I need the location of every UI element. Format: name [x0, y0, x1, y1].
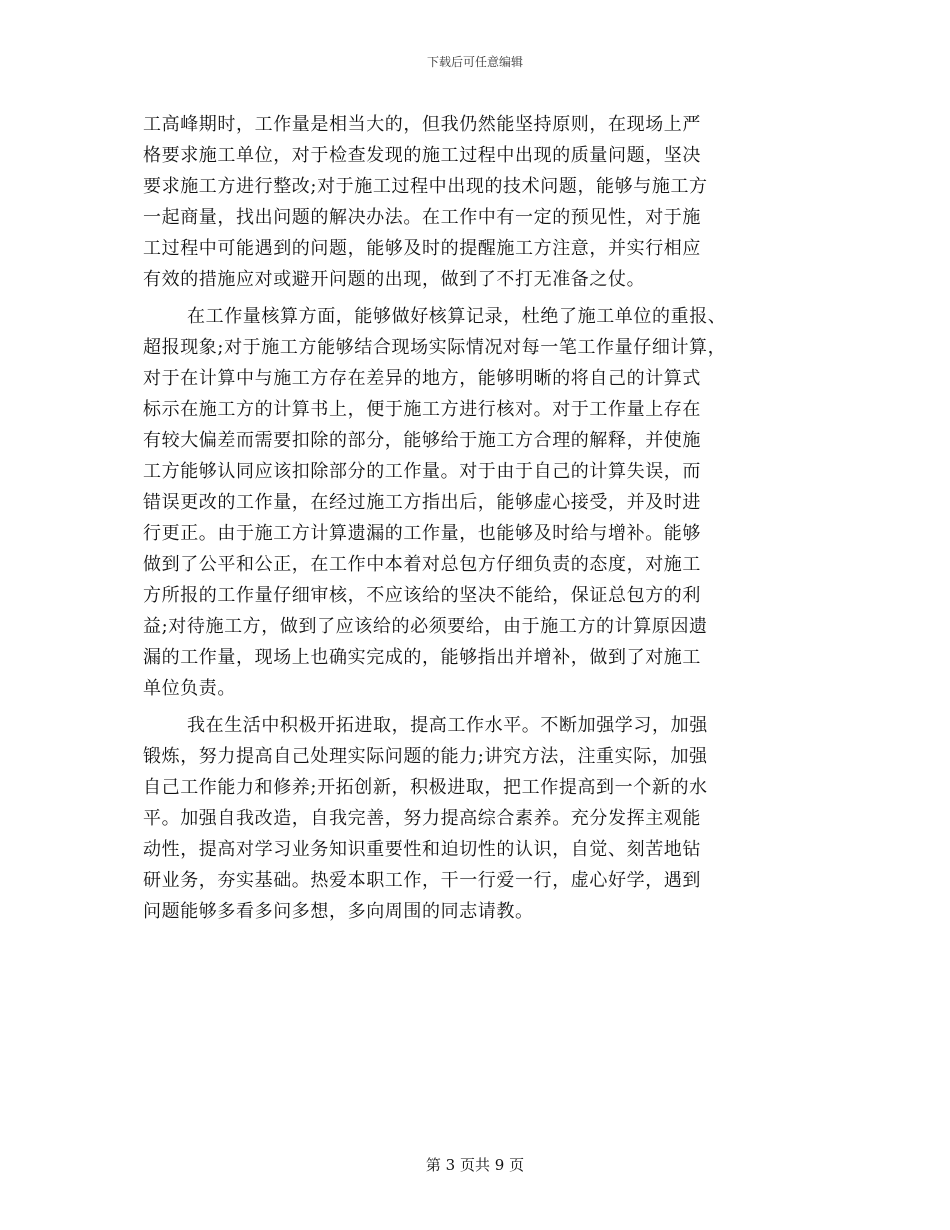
text-line: 方所报的工作量仔细审核，不应该给的坚决不能给，保证总包方的利: [143, 585, 701, 606]
text-line: 工方能够认同应该扣除部分的工作量。对于由于自己的计算失误，而: [143, 461, 701, 482]
text-line: 益;对待施工方，做到了应该给的必须要给，由于施工方的计算原因遗: [143, 616, 708, 637]
text-line: 动性，提高对学习业务知识重要性和迫切性的认识，自觉、刻苦地钻: [143, 839, 701, 860]
text-line: 工高峰期时，工作量是相当大的，但我仍然能坚持原则，在现场上严: [143, 114, 701, 135]
text-line: 标示在施工方的计算书上，便于施工方进行核对。对于工作量上存在: [143, 399, 701, 420]
text-line: 有效的措施应对或避开问题的出现，做到了不打无准备之仗。: [143, 269, 646, 290]
text-line: 平。加强自我改造，自我完善，努力提高综合素养。充分发挥主观能: [143, 808, 701, 829]
text-line: 行更正。由于施工方计算遗漏的工作量，也能够及时给与增补。能够: [143, 523, 701, 544]
text-line: 在工作量核算方面，能够做好核算记录，杜绝了施工单位的重报、: [187, 306, 727, 327]
page-number-footer: 第 3 页共 9 页: [425, 1156, 525, 1174]
text-line: 研业务，夯实基础。热爱本职工作，干一行爱一行，虚心好学，遇到: [143, 870, 701, 891]
text-line: 工过程中可能遇到的问题，能够及时的提醒施工方注意，并实行相应: [143, 238, 701, 259]
text-line: 格要求施工单位，对于检查发现的施工过程中出现的质量问题，坚决: [143, 145, 701, 166]
text-line: 锻炼，努力提高自己处理实际问题的能力;讲究方法，注重实际，加强: [143, 746, 708, 767]
text-line: 我在生活中积极开拓进取，提高工作水平。不断加强学习，加强: [187, 715, 708, 736]
text-line: 错误更改的工作量，在经过施工方指出后，能够虚心接受，并及时进: [143, 492, 701, 513]
text-line: 问题能够多看多问多想，多向周围的同志请教。: [143, 901, 534, 922]
paragraph-1: [143, 109, 815, 295]
text-line: 自己工作能力和修养;开拓创新，积极进取，把工作提高到一个新的水: [143, 777, 708, 798]
text-line: 单位负责。: [143, 678, 236, 699]
text-line: 有较大偏差而需要扣除的部分，能够给于施工方合理的解释，并使施: [143, 430, 701, 451]
paragraph-3: [143, 710, 815, 927]
text-line: 超报现象;对于施工方能够结合现场实际情况对每一笔工作量仔细计算，: [143, 337, 727, 358]
paragraph-2: [143, 301, 815, 704]
text-line: 要求施工方进行整改;对于施工过程中出现的技术问题，能够与施工方: [143, 176, 708, 197]
document-body: [143, 109, 815, 927]
page-header-note: 下载后可任意编辑: [426, 55, 523, 69]
text-line: 对于在计算中与施工方存在差异的地方，能够明晰的将自己的计算式: [143, 368, 701, 389]
text-line: 漏的工作量，现场上也确实完成的，能够指出并增补，做到了对施工: [143, 647, 701, 668]
text-line: 做到了公平和公正，在工作中本着对总包方仔细负责的态度，对施工: [143, 554, 701, 575]
text-line: 一起商量，找出问题的解决办法。在工作中有一定的预见性，对于施: [143, 207, 701, 228]
